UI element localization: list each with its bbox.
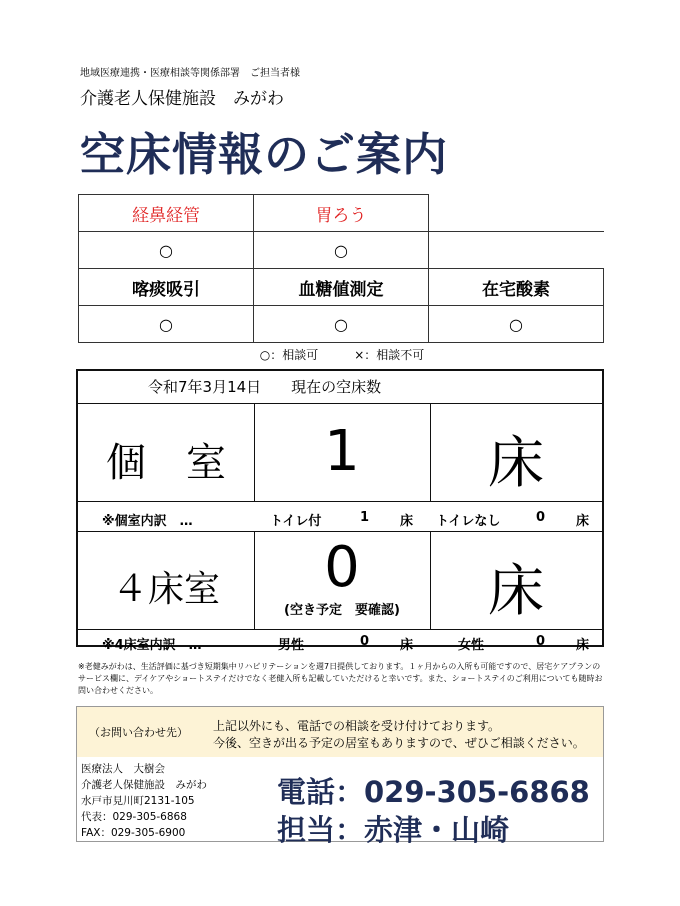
- quad-detail-item2-unit: 床: [576, 638, 590, 653]
- care-header-ng-tube: 経鼻経管: [79, 195, 254, 232]
- beds-date-header: 令和7年3月14日 現在の空床数: [148, 378, 382, 396]
- private-detail-item2-count: 0: [536, 510, 546, 525]
- quad-detail-item2-count: 0: [536, 634, 546, 649]
- legend: ○：相談可 ×：相談不可: [259, 348, 425, 362]
- quad-detail-item1: 男性: [278, 638, 305, 653]
- divider: [78, 403, 602, 404]
- care-mark-gastrostomy: ○: [254, 232, 429, 269]
- divider: [78, 629, 602, 630]
- contact-message-2: 今後、空きが出る予定の居室もありますので、ぜひご相談ください。: [213, 736, 585, 750]
- inquiry-label: （お問い合わせ先）: [89, 726, 188, 739]
- facility-name: 介護老人保健施設 みがわ: [80, 89, 284, 109]
- page-title: 空床情報のご案内: [80, 128, 449, 181]
- divider: [78, 531, 602, 532]
- contact-box: [76, 706, 604, 847]
- care-header-suction: 喀痰吸引: [79, 269, 254, 306]
- empty-cell: [429, 232, 604, 269]
- staff-in-charge: 担当：赤津・山崎: [277, 813, 510, 847]
- phone-number[interactable]: 電話：029-305-6868: [277, 775, 590, 809]
- private-detail-item1-count: 1: [360, 510, 370, 525]
- care-header-glucose: 血糖値測定: [254, 269, 429, 306]
- divider: [78, 501, 602, 502]
- quad-room-note: (空き予定 要確認): [284, 603, 400, 618]
- org-address: 水戸市見川町2131-105: [81, 795, 195, 807]
- private-detail-item1-unit: 床: [400, 514, 414, 529]
- private-detail-item2: トイレなし: [436, 514, 501, 529]
- private-detail-item1: トイレ付: [270, 514, 322, 529]
- empty-cell: [429, 195, 604, 232]
- bed-availability-box: [76, 369, 604, 653]
- quad-room-unit: 床: [488, 559, 544, 624]
- quad-detail-item1-count: 0: [360, 634, 370, 649]
- care-header-oxygen: 在宅酸素: [429, 269, 604, 306]
- care-mark-suction: ○: [79, 306, 254, 343]
- private-room-count: 1: [324, 419, 360, 484]
- private-room-label: 個 室: [106, 440, 226, 486]
- org-facility: 介護老人保健施設 みがわ: [81, 779, 207, 791]
- care-mark-oxygen: ○: [429, 306, 604, 343]
- quad-detail-item1-unit: 床: [400, 638, 414, 653]
- quad-detail-item2: 女性: [458, 638, 485, 653]
- quad-room-label: ４床室: [111, 569, 220, 610]
- org-main-phone: 代表：029-305-6868: [81, 811, 187, 823]
- contact-message-1: 上記以外にも、電話での相談を受け付けております。: [213, 719, 501, 733]
- org-corporation: 医療法人 大樹会: [81, 763, 165, 775]
- quad-detail-label: ※4床室内訳 …: [102, 638, 202, 653]
- care-mark-glucose: ○: [254, 306, 429, 343]
- org-fax: FAX：029-305-6900: [81, 827, 186, 839]
- private-detail-label: ※個室内訳 …: [102, 514, 193, 529]
- private-room-unit: 床: [488, 431, 544, 496]
- care-header-gastrostomy: 胃ろう: [254, 195, 429, 232]
- care-mark-ng-tube: ○: [79, 232, 254, 269]
- care-capability-table: [78, 194, 604, 343]
- fine-print: ※老健みがわは、生活評価に基づき短期集中リハビリテーションを週7日提供しております。１ヶ月からの入所も可能ですので、居宅ケアプランのサービス欄に、デイケアやショートステイだけでなく老健入所も記載していただけると幸いです。また、ショートステイのご利用についても随時お問い合わせください。: [78, 662, 603, 695]
- addressee: 地域医療連携・医療相談等関係部署 ご担当者様: [80, 68, 300, 79]
- private-detail-item2-unit: 床: [576, 514, 590, 529]
- quad-room-count: 0: [324, 535, 360, 600]
